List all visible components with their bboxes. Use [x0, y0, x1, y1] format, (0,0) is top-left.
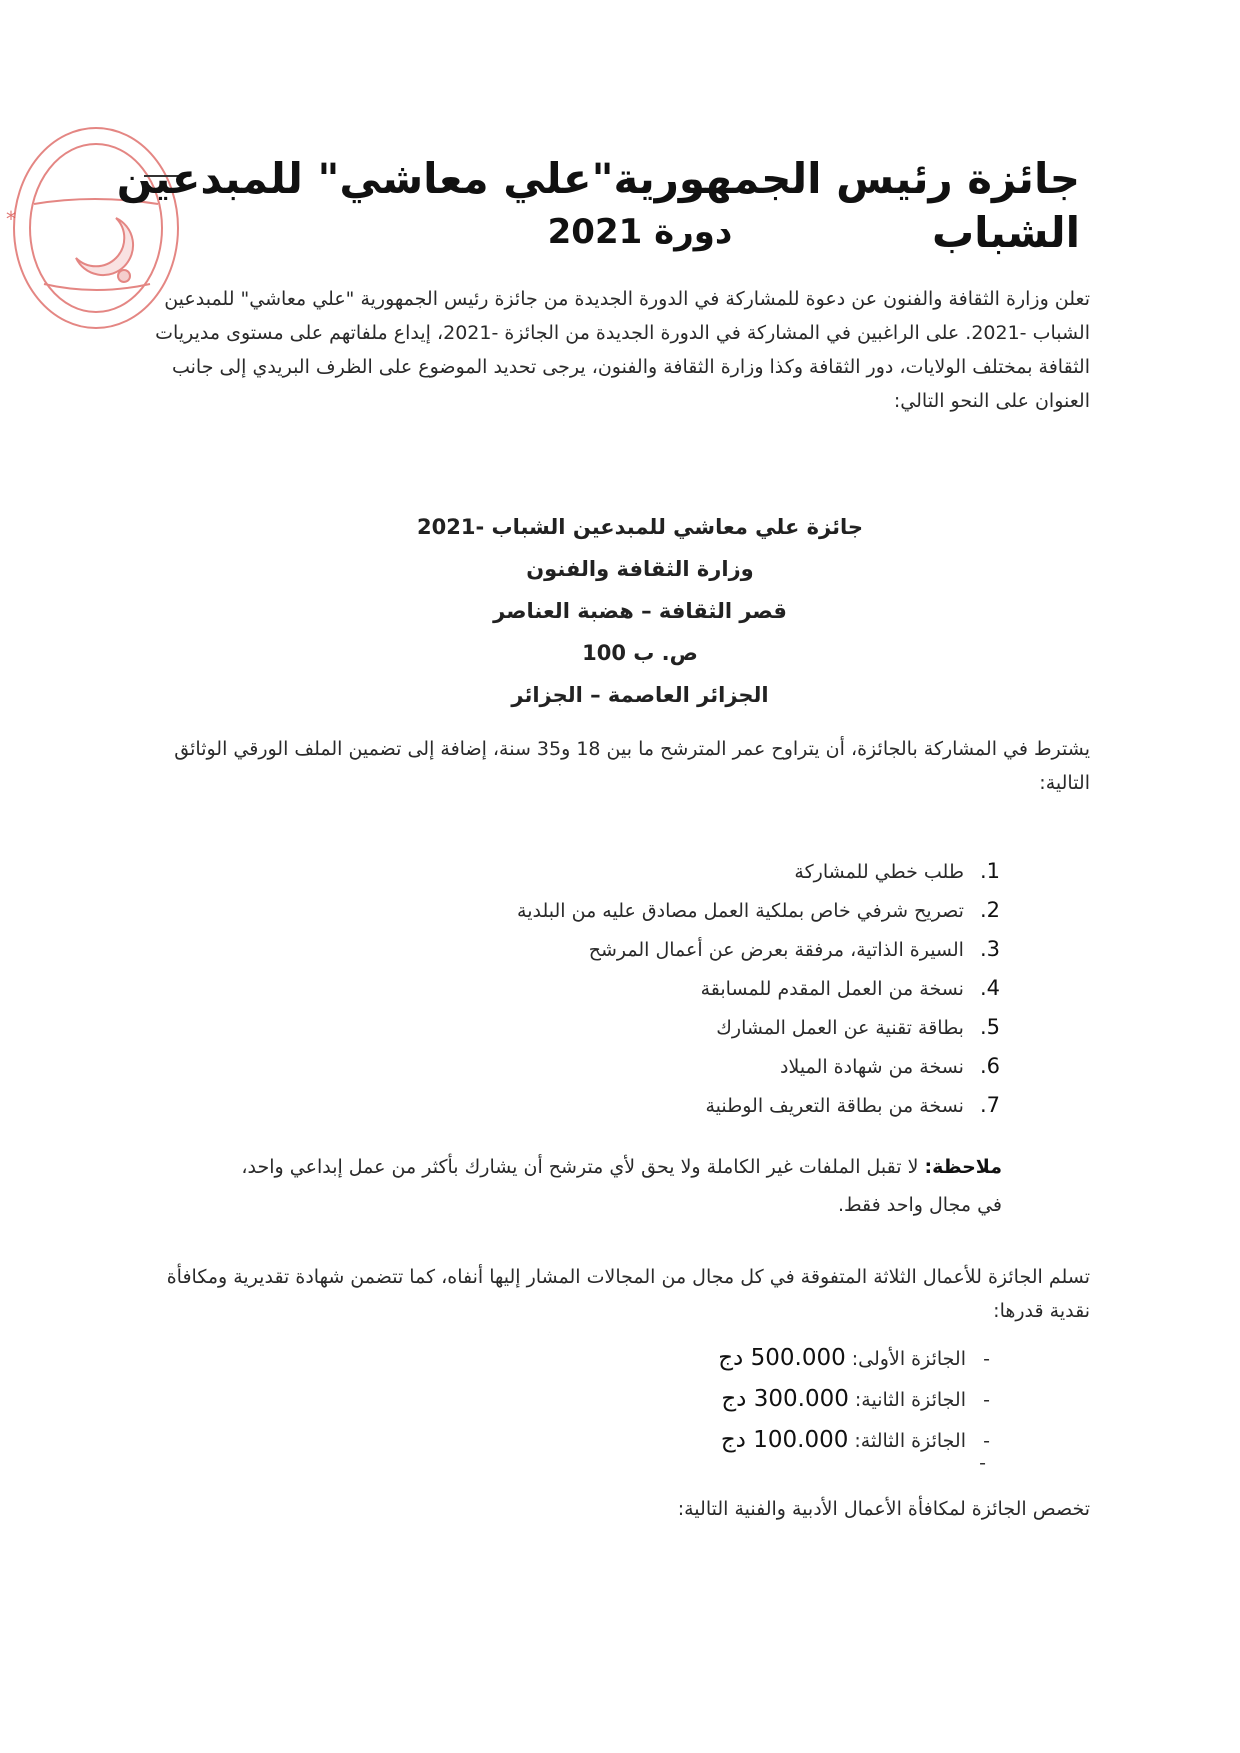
item-number: 7.: [979, 1093, 1000, 1117]
item-text: طلب خطي للمشاركة: [794, 861, 964, 883]
intro-paragraph: تعلن وزارة الثقافة والفنون عن دعوة للمشاركة في الدورة الجديدة من جائزة رئيس الجمهورية "علي معاشي" للمبدعين الشباب -2021. على الراغبين في المشاركة في الدورة الجديدة من الجائزة -2021، إيداع ملفاتهم على مستوى مديريات الثقافة بمختلف الولايات، دور الثقافة وكذا وزارة الثقافة والفنون، يرجى تحديد الموضوع على الظرف البريدي إلى جانب العنوان على النحو التالي:: [155, 288, 1090, 412]
page-title: جائزة رئيس الجمهورية"علي معاشي" للمبدعين الشباب: [116, 154, 1080, 257]
item-number: 2.: [979, 898, 1000, 922]
list-item: [200, 1086, 1000, 1125]
svg-text:*: *: [6, 207, 16, 231]
item-number: 5.: [979, 1015, 1000, 1039]
session-year: دورة 2021: [547, 212, 733, 252]
prize-list: [390, 1338, 990, 1461]
prize-amount: 300.000 دج: [721, 1386, 849, 1412]
required-documents-list: [200, 852, 1000, 1125]
allocation-paragraph: تخصص الجائزة لمكافأة الأعمال الأدبية والفنية التالية:: [677, 1498, 1090, 1520]
prize-label: الجائزة الأولى:: [851, 1348, 966, 1370]
list-item: [200, 852, 1000, 891]
prizes-paragraph: تسلم الجائزة للأعمال الثلاثة المتفوقة في كل مجال من المجالات المشار إليها أنفاه، كما تتضمن شهادة تقديرية ومكافأة نقدية قدرها:: [166, 1266, 1090, 1322]
list-item: [200, 930, 1000, 969]
note-text: لا تقبل الملفات غير الكاملة ولا يحق لأي مترشح أن يشارك بأكثر من عمل إبداعي واحد، في مجال واحد فقط.: [241, 1156, 1002, 1216]
address-line: جائزة علي معاشي للمبدعين الشباب -2021: [417, 515, 863, 539]
note-label: ملاحظة:: [924, 1156, 1002, 1178]
list-item: [200, 891, 1000, 930]
address-line: ص. ب 100: [582, 641, 698, 665]
item-text: تصريح شرفي خاص بملكية العمل مصادق عليه من البلدية: [517, 900, 964, 922]
item-number: 6.: [979, 1054, 1000, 1078]
item-text: نسخة من شهادة الميلاد: [780, 1056, 964, 1078]
item-number: 3.: [979, 937, 1000, 961]
prize-label: الجائزة الثالثة:: [854, 1430, 966, 1452]
prize-item: -الجائزة الثالثة: 100.000 دج: [720, 1427, 990, 1453]
item-text: نسخة من بطاقة التعريف الوطنية: [705, 1095, 964, 1117]
address-line: الجزائر العاصمة – الجزائر: [511, 683, 769, 707]
item-number: 4.: [979, 976, 1000, 1000]
note-paragraph: [232, 1148, 1002, 1224]
item-text: السيرة الذاتية، مرفقة بعرض عن أعمال المرشح: [588, 939, 964, 961]
item-text: نسخة من العمل المقدم للمسابقة: [700, 978, 964, 1000]
prize-item: -الجائزة الثانية: 300.000 دج: [721, 1386, 990, 1412]
item-text: بطاقة تقنية عن العمل المشارك: [716, 1017, 964, 1039]
address-line: وزارة الثقافة والفنون: [526, 557, 754, 581]
prize-label: الجائزة الثانية:: [854, 1389, 966, 1411]
address-line: قصر الثقافة – هضبة العناصر: [493, 599, 787, 623]
list-item: [200, 1008, 1000, 1047]
prize-amount: 100.000 دج: [720, 1427, 849, 1453]
prize-amount: 500.000 دج: [718, 1345, 846, 1371]
bullet-dash: -: [979, 1452, 986, 1474]
item-number: 1.: [979, 859, 1000, 883]
mailing-address: [380, 506, 900, 716]
conditions-paragraph: يشترط في المشاركة بالجائزة، أن يتراوح عمر المترشح ما بين 18 و35 سنة، إضافة إلى تضمين الملف الورقي الوثائق التالية:: [174, 738, 1090, 794]
list-item: [200, 969, 1000, 1008]
list-item: [200, 1047, 1000, 1086]
prize-item: -الجائزة الأولى: 500.000 دج: [718, 1345, 990, 1371]
